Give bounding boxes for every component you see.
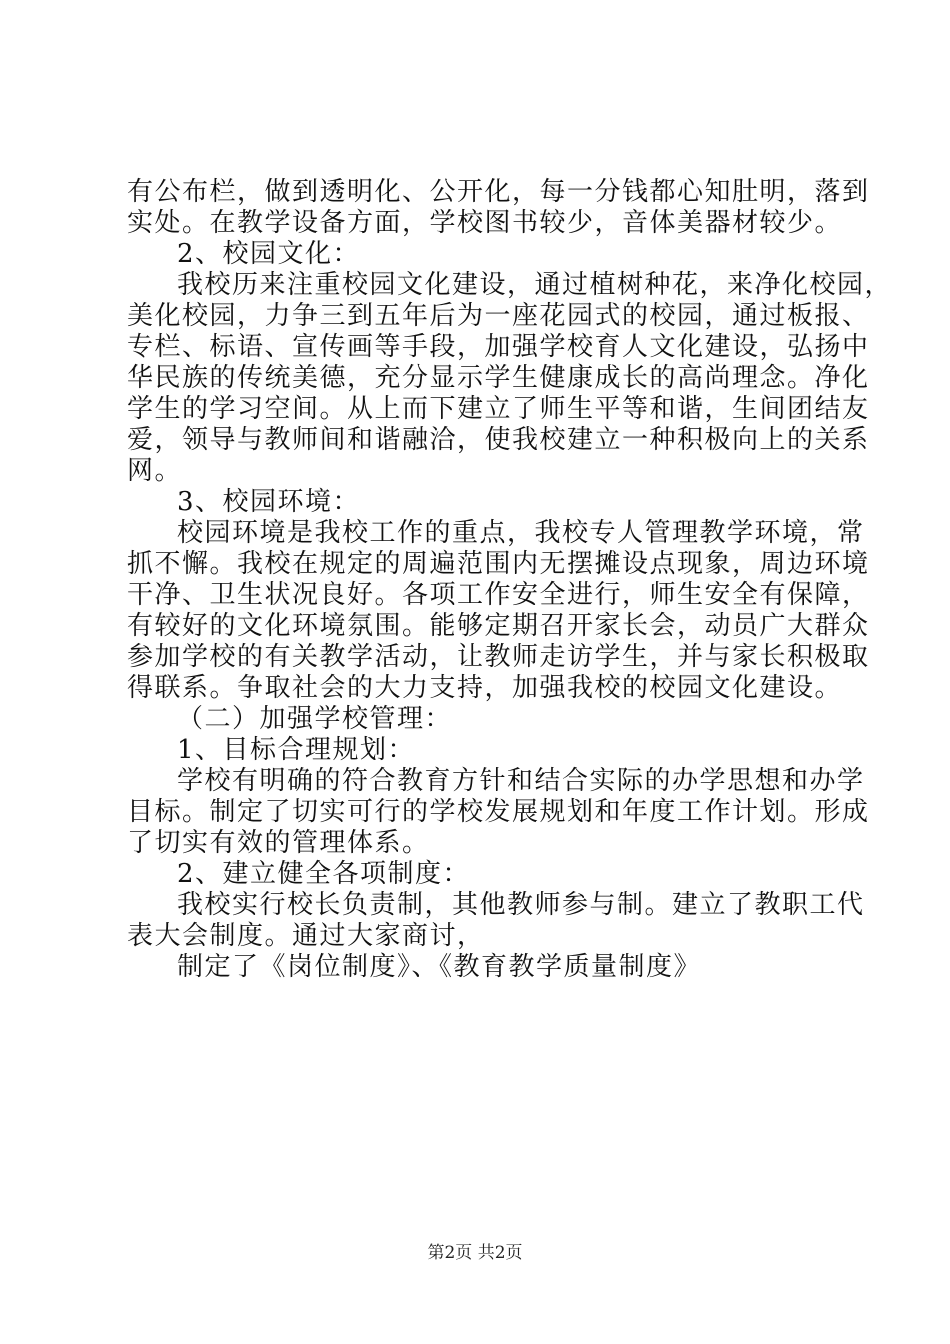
body-line-7: 华民族的传统美德，充分显示学生健康成长的高尚理念。净化	[127, 363, 870, 393]
body-line-4: 我校历来注重校园文化建设，通过植树种花，来净化校园，	[177, 270, 893, 300]
body-line-26: 制定了《岗位制度》、《教育教学质量制度》	[177, 952, 702, 982]
body-line-22: 了切实有效的管理体系。	[127, 828, 430, 858]
body-line-10: 网。	[127, 456, 183, 486]
body-line-6: 专栏、标语、宣传画等手段，加强学校育人文化建设，弘扬中	[127, 332, 870, 362]
section-heading-campus-culture: 2、校园文化：	[177, 239, 361, 269]
body-line-2: 实处。在教学设备方面，学校图书较少，音体美器材较少。	[127, 208, 843, 238]
body-line-17: 得联系。争取社会的大力支持，加强我校的校园文化建设。	[127, 673, 843, 703]
body-line-13: 抓不懈。我校在规定的周遍范围内无摆摊设点现象，周边环境	[127, 549, 870, 579]
section-heading-campus-environment: 3、校园环境：	[177, 487, 361, 517]
body-line-12: 校园环境是我校工作的重点，我校专人管理教学环境，常	[177, 518, 865, 548]
body-line-1: 有公布栏，做到透明化、公开化，每一分钱都心知肚明，落到	[127, 177, 870, 207]
body-line-21: 目标。制定了切实可行的学校发展规划和年度工作计划。形成	[127, 797, 870, 827]
section-heading-goal-planning: 1、目标合理规划：	[177, 735, 416, 765]
section-heading-school-management: （二）加强学校管理：	[177, 704, 453, 734]
body-line-5: 美化校园，力争三到五年后为一座花园式的校园，通过板报、	[127, 301, 870, 331]
body-line-24: 我校实行校长负责制，其他教师参与制。建立了教职工代	[177, 890, 865, 920]
page-footer: 第2页 共2页	[427, 1243, 523, 1263]
body-line-8: 学生的学习空间。从上而下建立了师生平等和谐，生间团结友	[127, 394, 870, 424]
body-line-16: 参加学校的有关教学活动，让教师走访学生，并与家长积极取	[127, 642, 870, 672]
body-line-15: 有较好的文化环境氛围。能够定期召开家长会，动员广大群众	[127, 611, 870, 641]
body-line-14: 干净、卫生状况良好。各项工作安全进行，师生安全有保障，	[127, 580, 870, 610]
body-line-20: 学校有明确的符合教育方针和结合实际的办学思想和办学	[177, 766, 865, 796]
body-line-25: 表大会制度。通过大家商讨，	[127, 921, 485, 951]
section-heading-regulations: 2、建立健全各项制度：	[177, 859, 471, 889]
body-line-9: 爱，领导与教师间和谐融洽，使我校建立一种积极向上的关系	[127, 425, 870, 455]
